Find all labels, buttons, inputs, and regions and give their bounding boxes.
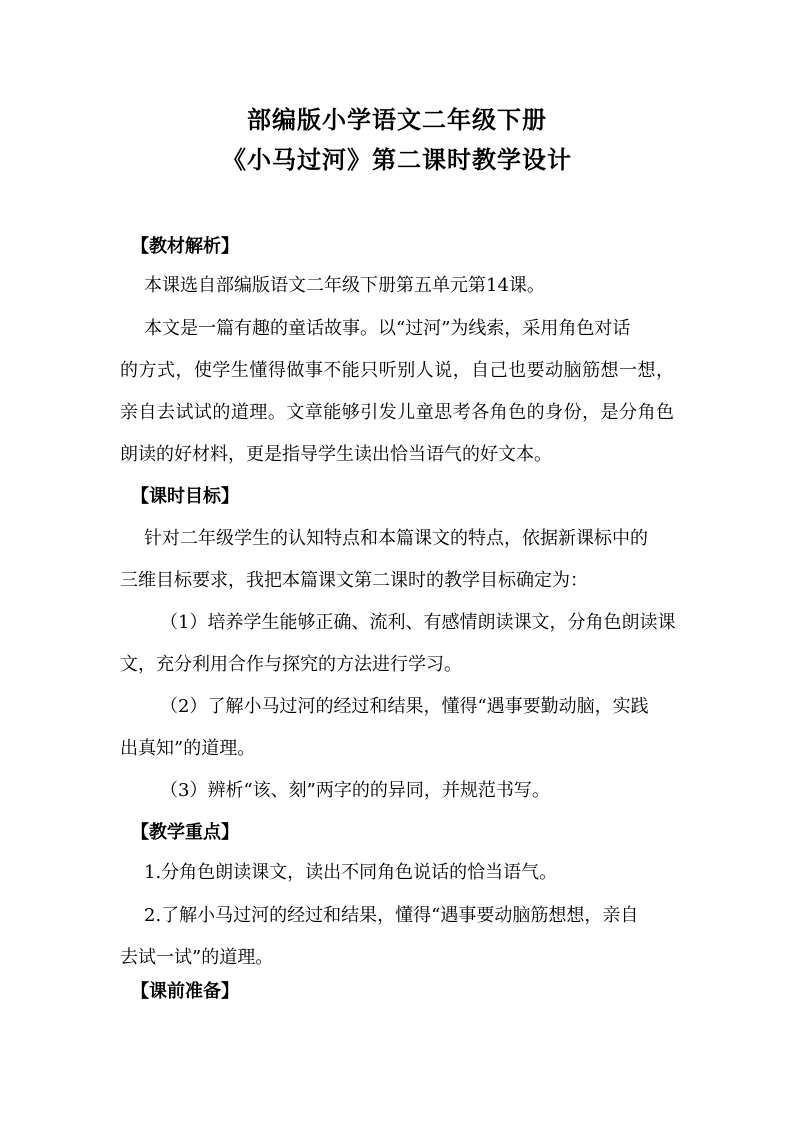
section-heading-key-points: 【教学重点】 xyxy=(131,822,239,843)
section-heading-preparation: 【课前准备】 xyxy=(131,981,239,1002)
objective-1-line-2: 文，充分利用合作与探究的方法进行学习。 xyxy=(120,654,462,675)
section-heading-objectives: 【课时目标】 xyxy=(131,486,239,507)
section-heading-analysis: 【教材解析】 xyxy=(131,236,239,257)
analysis-paragraph-2-line-4: 朗读的好材料，更是指导学生读出恰当语气的好文本。 xyxy=(120,444,552,465)
analysis-paragraph-2-line-1: 本文是一篇有趣的童话故事。以“过河”为线索，采用角色对话 xyxy=(144,318,631,339)
objectives-intro-line-2: 三维目标要求，我把本篇课文第二课时的教学目标确定为： xyxy=(120,570,588,591)
analysis-paragraph-1: 本课选自部编版语文二年级下册第五单元第14课。 xyxy=(144,275,545,296)
objective-3-line-1: （3）辨析“该、刻”两字的的异同，并规范书写。 xyxy=(160,780,550,801)
document-title-line-2: 《小马过河》第二课时教学设计 xyxy=(222,146,572,174)
document-title-line-1: 部编版小学语文二年级下册 xyxy=(247,106,547,134)
key-point-1: 1.分角色朗读课文，读出不同角色说话的恰当语气。 xyxy=(144,862,558,883)
analysis-paragraph-2-line-3: 亲自去试试的道理。文章能够引发儿童思考各角色的身份，是分角色 xyxy=(120,402,674,423)
objectives-intro-line-1: 针对二年级学生的认知特点和本篇课文的特点，依据新课标中的 xyxy=(144,528,648,549)
key-point-2-line-2: 去试一试”的道理。 xyxy=(120,947,274,968)
key-point-2-line-1: 2.了解小马过河的经过和结果，懂得“遇事要动脑筋想想，亲自 xyxy=(144,905,639,926)
analysis-paragraph-2-line-2: 的方式，使学生懂得做事不能只听别人说，自己也要动脑筋想一想， xyxy=(120,360,674,381)
objective-1-line-1: （1）培养学生能够正确、流利、有感情朗读课文，分角色朗读课 xyxy=(160,612,676,633)
objective-2-line-2: 出真知”的道理。 xyxy=(120,738,256,759)
objective-2-line-1: （2）了解小马过河的经过和结果，懂得“遇事要勤动脑，实践 xyxy=(160,696,649,717)
